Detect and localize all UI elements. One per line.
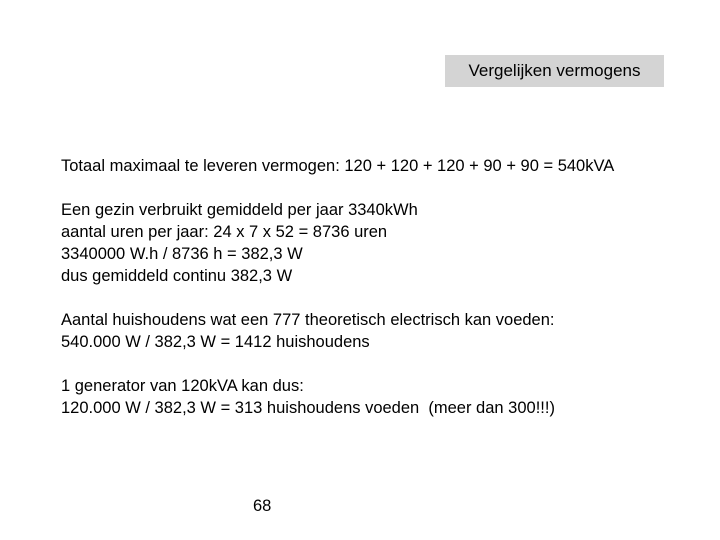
paragraph-generator	[61, 375, 701, 419]
slide-content	[61, 155, 701, 441]
text-line: 540.000 W / 382,3 W = 1412 huishoudens	[61, 333, 370, 351]
text-line: Totaal maximaal te leveren vermogen: 120 + 120 + 120 + 90 + 90 = 540kVA	[61, 157, 615, 175]
text-line: dus gemiddeld continu 382,3 W	[61, 267, 293, 285]
slide-title: Vergelijken vermogens	[468, 61, 641, 80]
text-line: Een gezin verbruikt gemiddeld per jaar 3340kWh	[61, 201, 418, 219]
text-line: Aantal huishoudens wat een 777 theoretisch electrisch kan voeden:	[61, 311, 555, 329]
paragraph-household-usage	[61, 199, 701, 287]
slide-title-box	[445, 55, 664, 87]
text-line: 3340000 W.h / 8736 h = 382,3 W	[61, 245, 303, 263]
text-line: aantal uren per jaar: 24 x 7 x 52 = 8736 uren	[61, 223, 388, 241]
paragraph-total-power	[61, 155, 701, 177]
page-number: 68	[253, 497, 272, 515]
text-line: 1 generator van 120kVA kan dus:	[61, 377, 304, 395]
paragraph-households-777	[61, 309, 701, 353]
text-line: 120.000 W / 382,3 W = 313 huishoudens voeden (meer dan 300!!!)	[61, 399, 555, 417]
